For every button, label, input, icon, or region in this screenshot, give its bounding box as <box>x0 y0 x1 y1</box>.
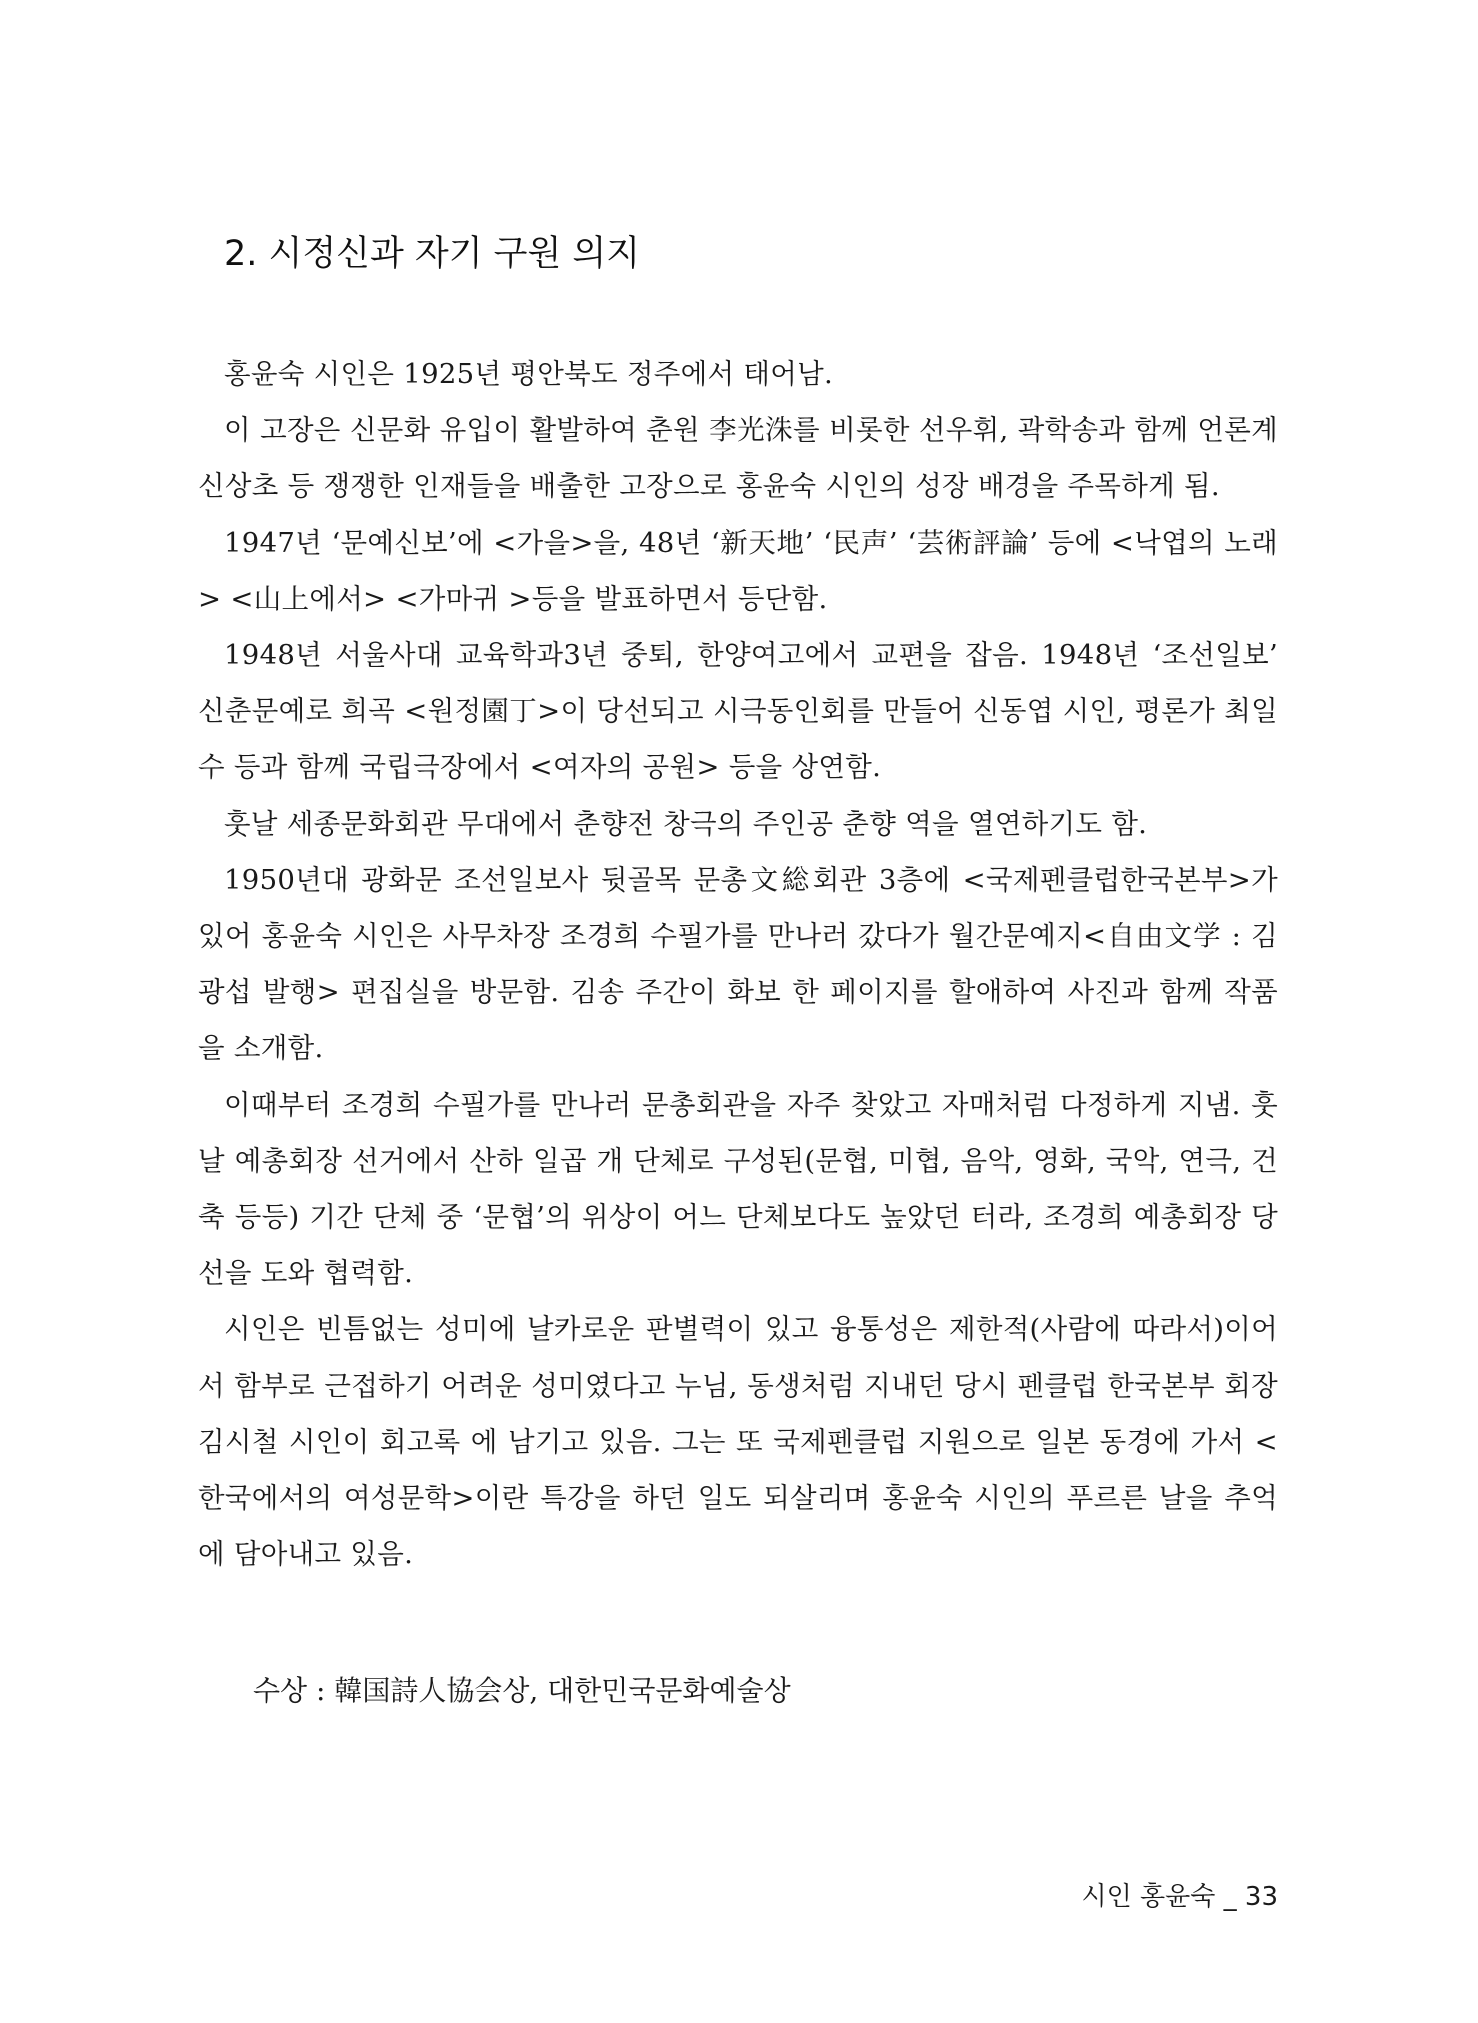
paragraph: 1947년 ‘문예신보’에 <가을>을, 48년 ‘新天地’ ‘民声’ ‘芸術評論’ 등에 <낙엽의 노래> <山上에서> <가마귀 >등을 발표하면서 등단함. <box>198 526 1278 615</box>
paragraph: 이 고장은 신문화 유입이 활발하여 춘원 李光洙를 비롯한 선우휘, 곽학송과 함께 언론계 신상초 등 쟁쟁한 인재들을 배출한 고장으로 홍윤숙 시인의 성장 배경을 주목하게 됨. <box>198 414 1278 503</box>
page-footer: 시인 홍윤숙 _ 33 <box>1081 1882 1278 1912</box>
paragraph: 이때부터 조경희 수필가를 만나러 문총회관을 자주 찾았고 자매처럼 다정하게 지냄. 훗날 예총회장 선거에서 산하 일곱 개 단체로 구성된(문협, 미협, 음악, 영화, 국악, 연극, 건축 등등) 기간 단체 중 ‘문협’의 위상이 어느 단체보다도 높았던 터라, 조경희 예총회장 당선을 도와 협력함. <box>198 1088 1278 1290</box>
body-text <box>198 346 1278 1582</box>
award-line: 수상 : 韓国詩人協会상, 대한민국문화예술상 <box>253 1674 791 1707</box>
section-heading: 2. 시정신과 자기 구원 의지 <box>224 234 640 274</box>
paragraph: 홍윤숙 시인은 1925년 평안북도 정주에서 태어남. <box>224 358 834 390</box>
paragraph: 시인은 빈틈없는 성미에 날카로운 판별력이 있고 융통성은 제한적(사람에 따라서)이어서 함부로 근접하기 어려운 성미였다고 누님, 동생처럼 지내던 당시 펜클럽 한국본부 회장 김시철 시인이 회고록 에 남기고 있음. 그는 또 국제펜클럽 지원으로 일본 동경에 가서 <한국에서의 여성문학>이란 특강을 하던 일도 되살리며 홍윤숙 시인의 푸르른 날을 추억에 담아내고 있음. <box>198 1313 1278 1571</box>
paragraph: 1948년 서울사대 교육학과3년 중퇴, 한양여고에서 교편을 잡음. 1948년 ‘조선일보’ 신춘문예로 희곡 <원정園丁>이 당선되고 시극동인회를 만들어 신동엽 시인, 평론가 최일수 등과 함께 국립극장에서 <여자의 공원> 등을 상연함. <box>198 639 1278 784</box>
paragraph: 훗날 세종문화회관 무대에서 춘향전 창극의 주인공 춘향 역을 열연하기도 함. <box>224 807 1148 840</box>
paragraph: 1950년대 광화문 조선일보사 뒷골목 문총文総회관 3층에 <국제펜클럽한국본부>가 있어 홍윤숙 시인은 사무차장 조경희 수필가를 만나러 갔다가 월간문예지<自由文学 : 김광섭 발행> 편집실을 방문함. 김송 주간이 화보 한 페이지를 할애하여 사진과 함께 작품을 소개함. <box>198 863 1278 1065</box>
